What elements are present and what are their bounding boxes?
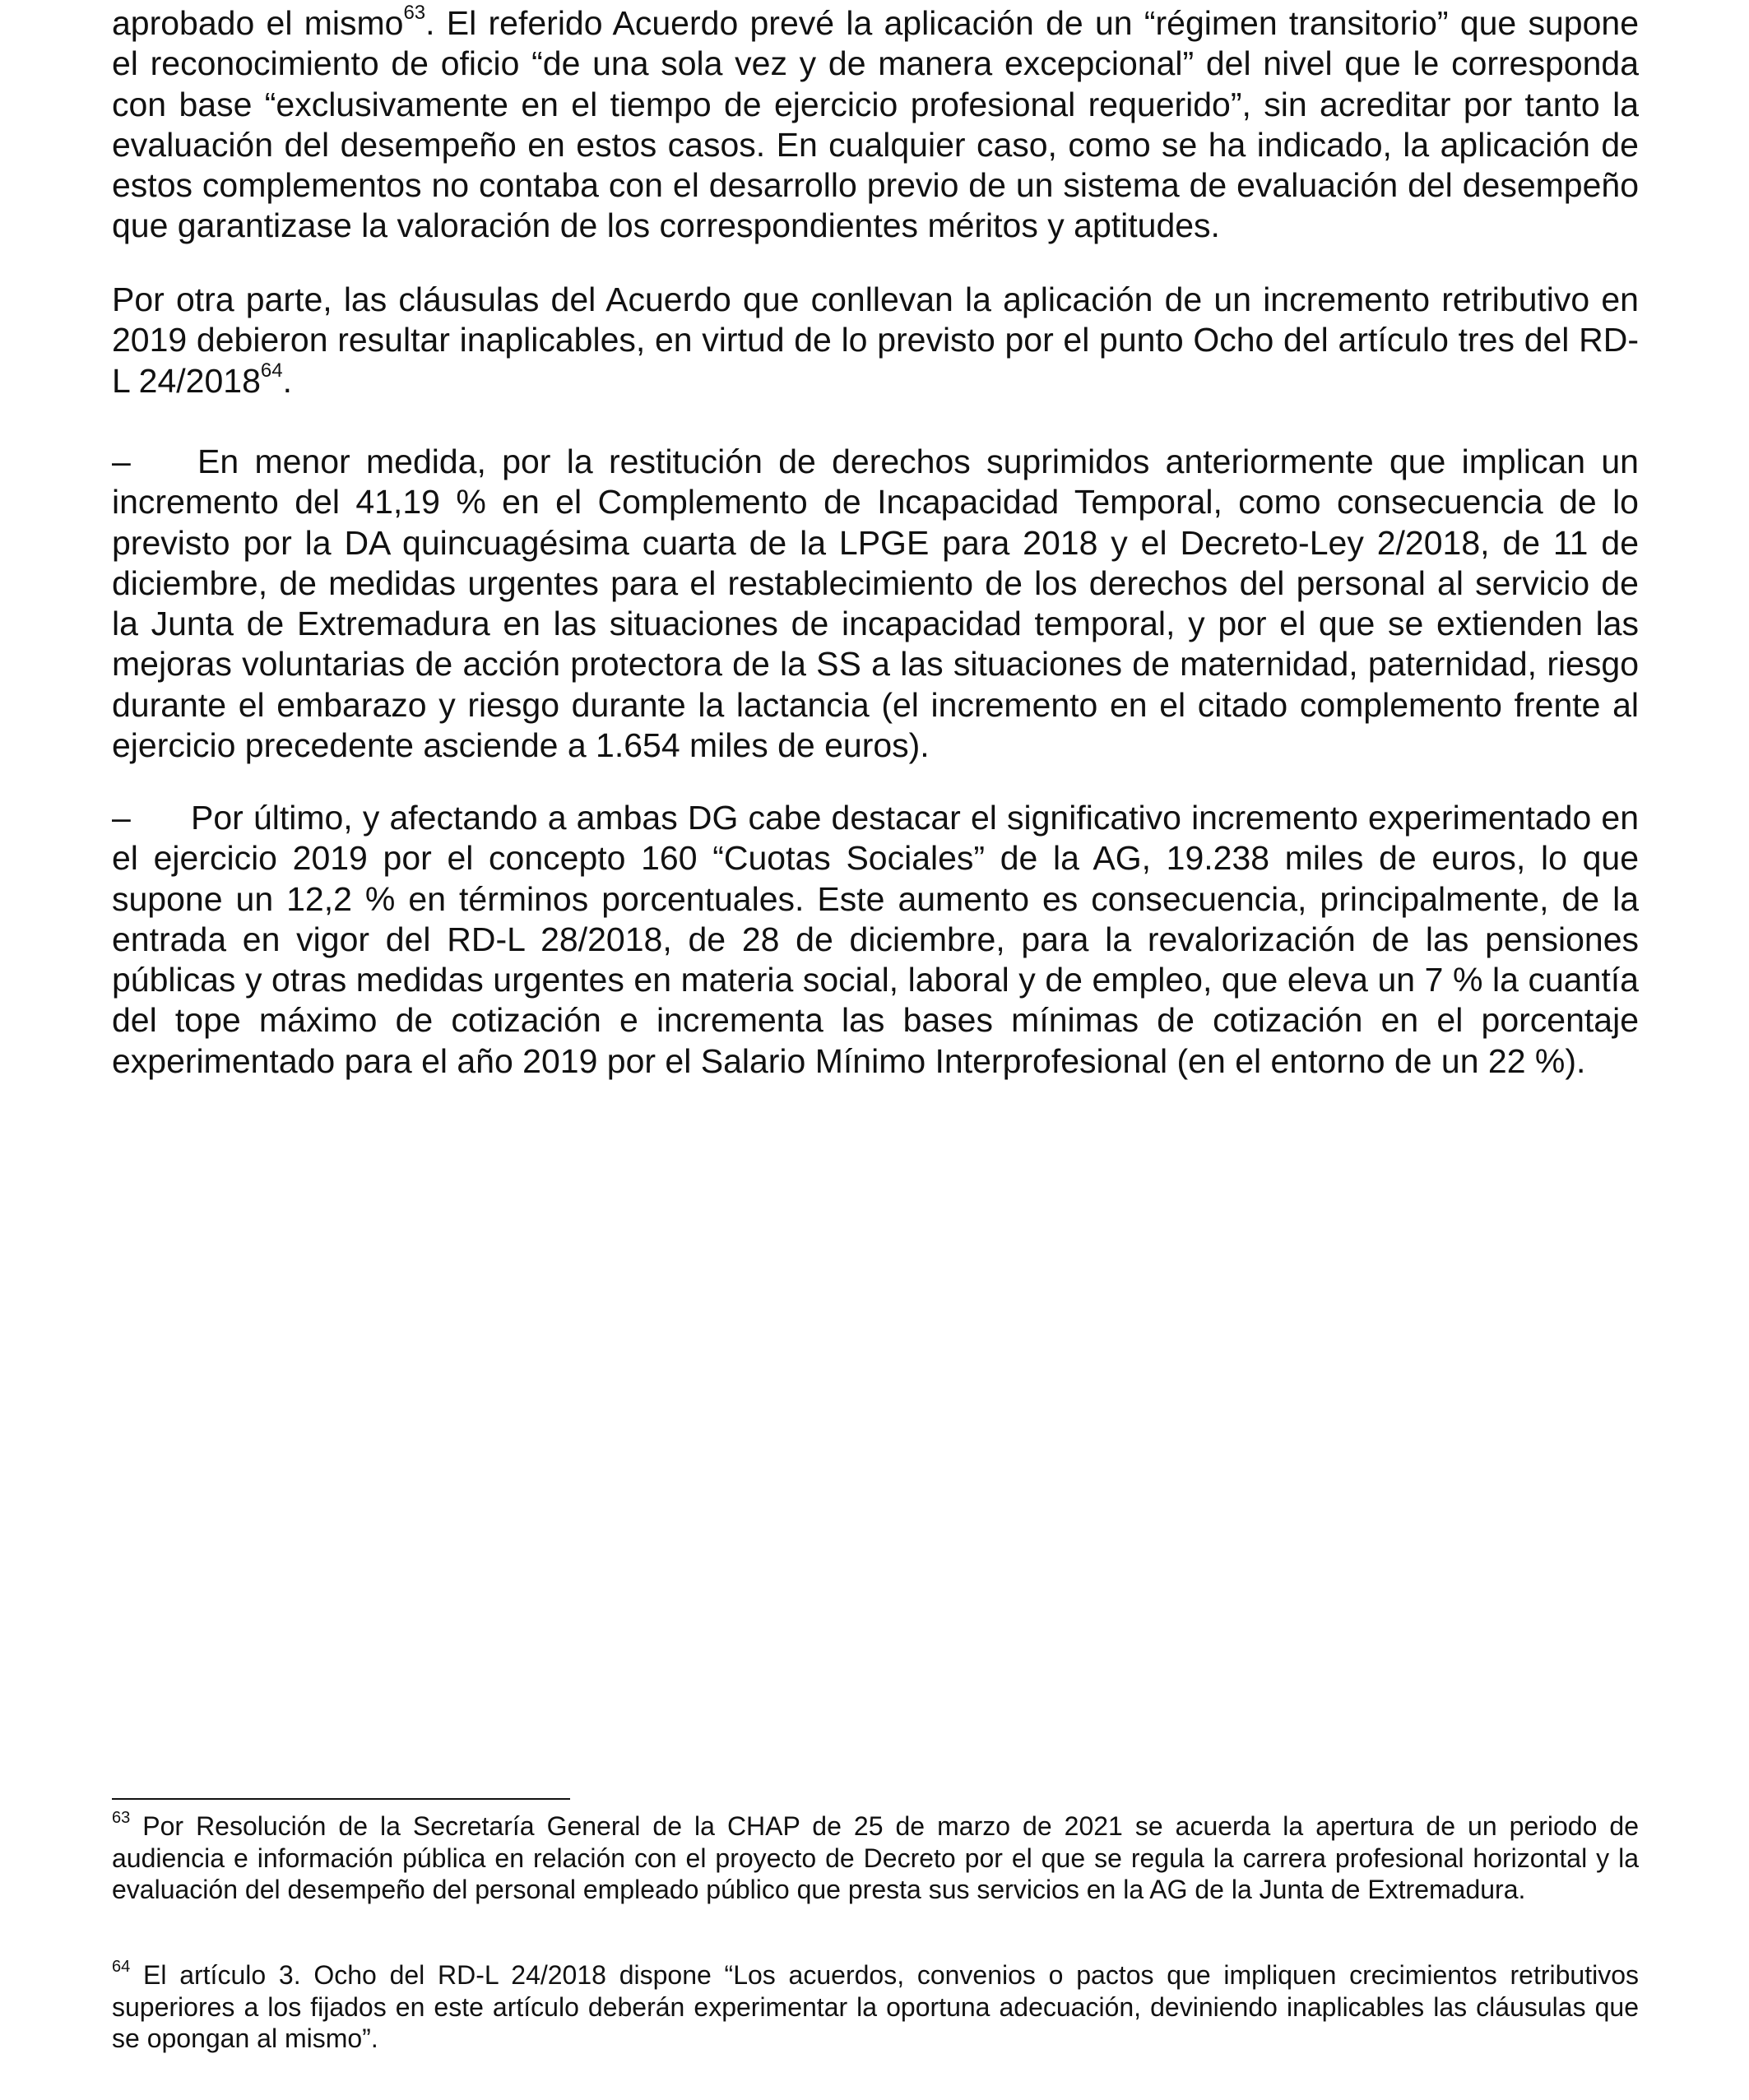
- paragraph-1-text-start: aprobado el mismo: [112, 4, 404, 42]
- footnote-64: [112, 1959, 1639, 2055]
- paragraph-1: [112, 3, 1639, 247]
- bullet-paragraph-incapacidad-text: En menor medida, por la restitución de derechos suprimidos anteriormente que implican un incremento del 41,19 % en el Complemento de Incapacidad Temporal, como consecuencia de lo previsto por la DA quincuagésima cuarta de la LPGE para 2018 y el Decreto-Ley 2/2018, de 11 de diciembre, de medidas urgentes para el restablecimiento de los derechos del personal al servicio de la Junta de Extremadura en las situaciones de incapacidad temporal, y por el que se extienden las mejoras voluntarias de acción protectora de la SS a las situaciones de maternidad, paternidad, riesgo durante el embarazo y riesgo durante la lactancia (el incremento en el citado complemento frente al ejercicio precedente asciende a 1.654 miles de euros).: [112, 443, 1639, 765]
- footnote-number-63: 63: [112, 1809, 131, 1828]
- bullet-paragraph-cuotas-sociales: [112, 798, 1639, 1082]
- dash-bullet-icon: –: [112, 799, 131, 837]
- paragraph-1-text-end: . El referido Acuerdo prevé la aplicación de un “régimen transitorio” que supone el reconocimiento de oficio “de una sola vez y de manera excepcional” del nivel que le corresponda con base “exclusivamente en el tiempo de ejercicio profesional requerido”, sin acreditar por tanto la evaluación del desempeño en estos casos. En cualquier caso, como se ha indicado, la aplicación de estos complementos no contaba con el desarrollo previo de un sistema de evaluación del desempeño que garantizase la valoración de los correspondientes méritos y aptitudes.: [112, 4, 1639, 245]
- paragraph-2-text-end: .: [282, 361, 292, 400]
- paragraph-2-text-start: Por otra parte, las cláusulas del Acuerdo que conllevan la aplicación de un incremento retributivo en 2019 debieron resultar inaplicables, en virtud de lo previsto por el punto Ocho del artículo tres del RD-L 24/2018: [112, 280, 1639, 400]
- paragraph-2: [112, 280, 1639, 401]
- footnote-63-text: Por Resolución de la Secretaría General de la CHAP de 25 de marzo de 2021 se acuerda la apertura de un periodo de audiencia e información pública en relación con el proyecto de Decreto por el que se regula la carrera profesional horizontal y la evaluación del desempeño del personal empleado público que presta sus servicios en la AG de la Junta de Extremadura.: [112, 1811, 1639, 1904]
- footnote-number-64: 64: [112, 1958, 131, 1977]
- footnote-ref-63[interactable]: 63: [403, 2, 426, 25]
- footnote-63: [112, 1810, 1639, 1906]
- footnote-64-text: El artículo 3. Ocho del RD-L 24/2018 dispone “Los acuerdos, convenios o pactos que impliquen crecimientos retributivos superiores a los fijados en este artículo deberán experimentar la oportuna adecuación, deviniendo inaplicables las cláusulas que se opongan al mismo”.: [112, 1960, 1639, 2053]
- footnote-separator: [112, 1798, 570, 1800]
- bullet-paragraph-incapacidad: [112, 442, 1639, 766]
- dash-bullet-icon: –: [112, 443, 131, 480]
- footnote-ref-64[interactable]: 64: [260, 359, 283, 382]
- bullet-paragraph-cuotas-sociales-text: Por último, y afectando a ambas DG cabe destacar el significativo incremento experimentado en el ejercicio 2019 por el concepto 160 “Cuotas Sociales” de la AG, 19.238 miles de euros, lo que supone un 12,2 % en términos porcentuales. Este aumento es consecuencia, principalmente, de la entrada en vigor del RD-L 28/2018, de 28 de diciembre, para la revalorización de las pensiones públicas y otras medidas urgentes en materia social, laboral y de empleo, que eleva un 7 % la cuantía del tope máximo de cotización e incrementa las bases mínimas de cotización en el porcentaje experimentado para el año 2019 por el Salario Mínimo Interprofesional (en el entorno de un 22 %).: [112, 799, 1639, 1080]
